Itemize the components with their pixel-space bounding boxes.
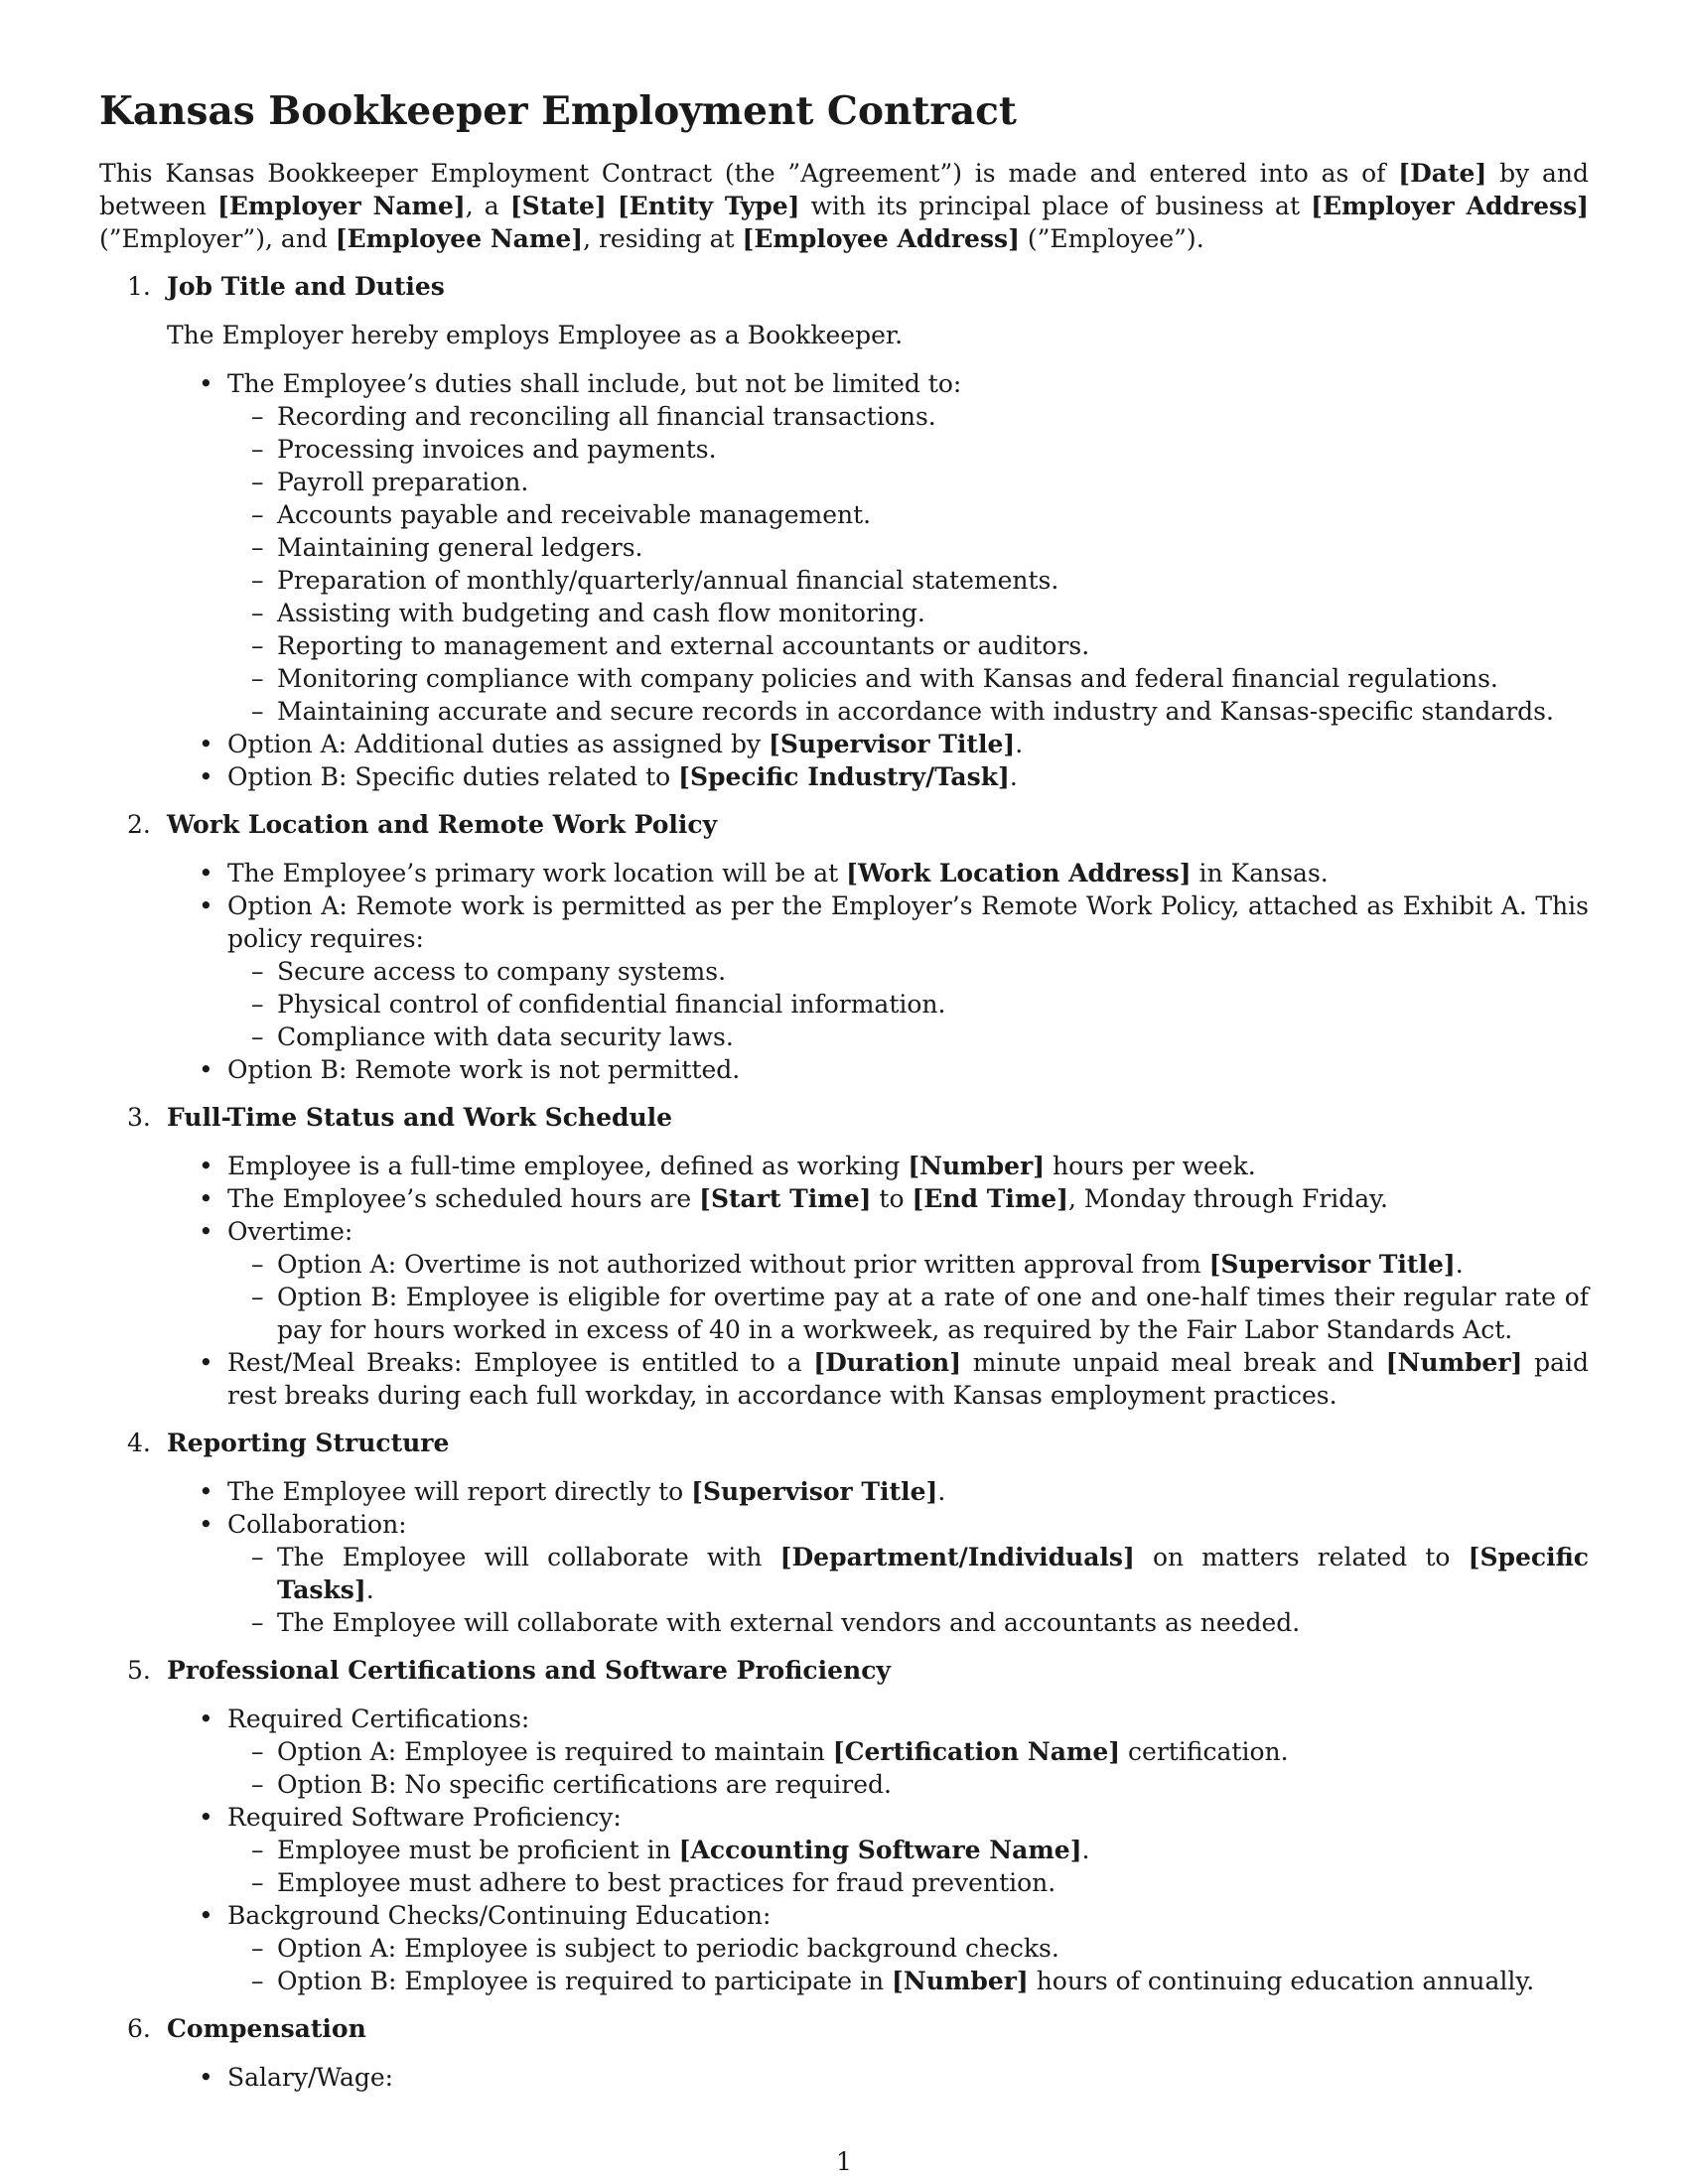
- list-item: – Assisting with budgeting and cash flow monitoring.: [227, 597, 1589, 629]
- section-number: 5.: [127, 1656, 151, 1685]
- bullet-list: [167, 367, 1589, 793]
- list-item: – Accounts payable and receivable management.: [227, 498, 1589, 531]
- list-item-text: .: [365, 1575, 374, 1604]
- list-item-text: Employee must be proficient in: [277, 1836, 679, 1864]
- placeholder-employee-name: [Employee Name]: [335, 224, 584, 253]
- placeholder-end-time: [End Time]: [912, 1184, 1069, 1213]
- list-item-text: hours of continuing education annually.: [1028, 1967, 1535, 1995]
- software-list: [227, 1834, 1589, 1899]
- section-compensation: [99, 2012, 1589, 2094]
- intro-text: [607, 192, 618, 220]
- placeholder-start-time: [Start Time]: [699, 1184, 872, 1213]
- section-title: Job Title and Duties: [167, 272, 445, 301]
- section-certifications-software: [99, 1654, 1589, 1997]
- section-number: 4.: [127, 1429, 151, 1457]
- list-item: [227, 1965, 1589, 1997]
- collaboration-list: [227, 1541, 1589, 1639]
- section-number: 2.: [127, 810, 151, 839]
- section-title: Compensation: [167, 2014, 366, 2043]
- list-item: [227, 1541, 1589, 1606]
- list-item-text: Option A: Overtime is not authorized without prior written approval from: [277, 1250, 1209, 1279]
- bullet-list: [167, 2061, 1589, 2094]
- background-checks-list: [227, 1932, 1589, 1997]
- section-number: 3.: [127, 1103, 151, 1132]
- list-item: [167, 1346, 1589, 1412]
- list-item: [227, 1735, 1589, 1768]
- section-job-title-duties: [99, 270, 1589, 793]
- list-item: – The Employee will collaborate with external vendors and accountants as needed.: [227, 1606, 1589, 1639]
- list-item-text: The Employee’s primary work location will be at: [227, 859, 847, 887]
- section-title: Work Location and Remote Work Policy: [167, 810, 718, 839]
- list-item-text: .: [937, 1477, 946, 1506]
- list-item-text: Option B: Employee is required to participate in: [277, 1967, 893, 1995]
- list-item: [167, 1182, 1589, 1215]
- list-item-text: Collaboration:: [227, 1510, 407, 1539]
- list-item-text: The Employee’s scheduled hours are: [227, 1184, 700, 1213]
- list-item: – Recording and reconciling all financial transactions.: [227, 400, 1589, 433]
- list-item: • Salary/Wage:: [167, 2061, 1589, 2094]
- placeholder-number: [Number]: [1385, 1348, 1523, 1377]
- placeholder-supervisor-title: [Supervisor Title]: [691, 1477, 938, 1506]
- placeholder-work-location-address: [Work Location Address]: [846, 859, 1192, 887]
- list-item-text: , Monday through Friday.: [1068, 1184, 1388, 1213]
- list-item: • Option B: Remote work is not permitted.: [167, 1053, 1589, 1086]
- list-item: – Secure access to company systems.: [227, 955, 1589, 988]
- list-item: – Maintaining general ledgers.: [227, 531, 1589, 564]
- placeholder-specific-tasks: [Specific Tasks]: [277, 1543, 1589, 1604]
- list-item: – Payroll preparation.: [227, 466, 1589, 498]
- placeholder-employer-address: [Employer Address]: [1311, 192, 1589, 220]
- intro-text: (”Employee”).: [1019, 224, 1204, 253]
- placeholder-entity-type: [Entity Type]: [617, 192, 800, 220]
- placeholder-number: [Number]: [908, 1152, 1046, 1180]
- list-item: – Processing invoices and payments.: [227, 433, 1589, 466]
- placeholder-accounting-software-name: [Accounting Software Name]: [678, 1836, 1082, 1864]
- placeholder-employee-address: [Employee Address]: [742, 224, 1020, 253]
- list-item-text: Overtime:: [227, 1217, 353, 1246]
- list-item-text: .: [1015, 730, 1024, 758]
- overtime-options-list: [227, 1248, 1589, 1346]
- page-number: 1: [836, 2147, 852, 2176]
- list-item-text: in Kansas.: [1191, 859, 1329, 887]
- list-item: [167, 1215, 1589, 1346]
- list-item: [167, 1475, 1589, 1508]
- list-item-text: Option A: Employee is required to maintain: [277, 1737, 833, 1766]
- section-title: Reporting Structure: [167, 1429, 450, 1457]
- list-item-text: Option B: Specific duties related to: [227, 762, 679, 791]
- placeholder-department-individuals: [Department/Individuals]: [779, 1543, 1135, 1571]
- list-item: [167, 367, 1589, 728]
- list-item-text: Option A: Remote work is permitted as per the Employer’s Remote Work Policy, attached as Exhibit A. This policy requires:: [227, 891, 1589, 953]
- list-item-text: The Employee will report directly to: [227, 1477, 692, 1506]
- list-item-text: Required Certifications:: [227, 1705, 530, 1733]
- placeholder-duration: [Duration]: [813, 1348, 962, 1377]
- list-item: [167, 760, 1589, 793]
- intro-text: , residing at: [583, 224, 743, 253]
- section-reporting-structure: [99, 1427, 1589, 1639]
- bullet-list: [167, 1703, 1589, 1997]
- list-item-text: Rest/Meal Breaks: Employee is entitled to a: [227, 1348, 814, 1377]
- certifications-list: [227, 1735, 1589, 1801]
- contract-page: [99, 87, 1589, 2094]
- list-item: [167, 857, 1589, 889]
- placeholder-state: [State]: [509, 192, 607, 220]
- list-item: – Preparation of monthly/quarterly/annual financial statements.: [227, 564, 1589, 597]
- list-item: – Compliance with data security laws.: [227, 1021, 1589, 1053]
- placeholder-supervisor-title: [Supervisor Title]: [769, 730, 1016, 758]
- list-item: – Option A: Employee is subject to periodic background checks.: [227, 1932, 1589, 1965]
- list-item: [167, 1899, 1589, 1997]
- list-item-text: .: [1081, 1836, 1090, 1864]
- intro-text: This Kansas Bookkeeper Employment Contract (the ”Agreement”) is made and entered into as of: [99, 159, 1399, 188]
- list-item: [167, 1508, 1589, 1639]
- bullet-list: [167, 1150, 1589, 1412]
- list-item: – Maintaining accurate and secure records in accordance with industry and Kansas-specific standards.: [227, 695, 1589, 728]
- list-item: – Monitoring compliance with company policies and with Kansas and federal financial regulations.: [227, 662, 1589, 695]
- list-item-text: Employee is a full-time employee, defined as working: [227, 1152, 909, 1180]
- list-item-text: paid rest breaks during each full workday, in accordance with Kansas employment practices.: [227, 1348, 1590, 1410]
- list-item-text: .: [1009, 762, 1018, 791]
- list-item-text: Background Checks/Continuing Education:: [227, 1901, 772, 1930]
- list-item: [227, 1834, 1589, 1866]
- list-item-text: The Employee will collaborate with: [277, 1543, 780, 1571]
- intro-text: with its principal place of business at: [799, 192, 1312, 220]
- placeholder-number: [Number]: [892, 1967, 1029, 1995]
- placeholder-employer-name: [Employer Name]: [217, 192, 466, 220]
- list-item-text: .: [1455, 1250, 1464, 1279]
- list-item-text: on matters related to: [1134, 1543, 1469, 1571]
- bullet-list: [167, 857, 1589, 1086]
- list-item: [167, 1703, 1589, 1801]
- list-item: – Reporting to management and external accountants or auditors.: [227, 629, 1589, 662]
- list-item: – Employee must adhere to best practices for fraud prevention.: [227, 1866, 1589, 1899]
- list-item-text: Required Software Proficiency:: [227, 1803, 622, 1832]
- section-paragraph: The Employer hereby employs Employee as a Bookkeeper.: [167, 321, 904, 349]
- list-item: – Option B: No specific certifications are required.: [227, 1768, 1589, 1801]
- list-item-text: minute unpaid meal break and: [961, 1348, 1386, 1377]
- list-item-text: hours per week.: [1045, 1152, 1256, 1180]
- section-title: Full-Time Status and Work Schedule: [167, 1103, 673, 1132]
- section-work-location: [99, 808, 1589, 1086]
- intro-text: by and between: [99, 159, 1590, 220]
- remote-requirements-list: [227, 955, 1589, 1053]
- intro-text: , a: [465, 192, 510, 220]
- document-title: Kansas Bookkeeper Employment Contract: [99, 88, 1017, 134]
- duties-list: [227, 400, 1589, 728]
- section-title: Professional Certifications and Software Proficiency: [167, 1656, 891, 1685]
- list-item-text: certification.: [1120, 1737, 1289, 1766]
- list-item-text: to: [871, 1184, 913, 1213]
- placeholder-specific-industry-task: [Specific Industry/Task]: [678, 762, 1010, 791]
- section-work-schedule: [99, 1101, 1589, 1412]
- bullet-list: [167, 1475, 1589, 1639]
- list-item: [167, 1150, 1589, 1182]
- list-item: [227, 1248, 1589, 1281]
- placeholder-certification-name: [Certification Name]: [832, 1737, 1121, 1766]
- list-item: – Option B: Employee is eligible for overtime pay at a rate of one and one-half times their regular rate of pay for hours worked in excess of 40 in a workweek, as required by the Fair Labor Standards Act.: [227, 1281, 1589, 1346]
- list-item: – Physical control of confidential financial information.: [227, 988, 1589, 1021]
- list-item: [167, 889, 1589, 1053]
- list-item-text: The Employee’s duties shall include, but not be limited to:: [227, 369, 962, 398]
- section-number: 1.: [127, 272, 151, 301]
- intro-text: (”Employer”), and: [99, 224, 336, 253]
- list-item-text: Option A: Additional duties as assigned by: [227, 730, 770, 758]
- placeholder-supervisor-title: [Supervisor Title]: [1208, 1250, 1456, 1279]
- list-item: [167, 1801, 1589, 1899]
- list-item: [167, 728, 1589, 760]
- intro-paragraph: [99, 157, 1589, 255]
- section-number: 6.: [127, 2014, 151, 2043]
- placeholder-date: [Date]: [1398, 159, 1487, 188]
